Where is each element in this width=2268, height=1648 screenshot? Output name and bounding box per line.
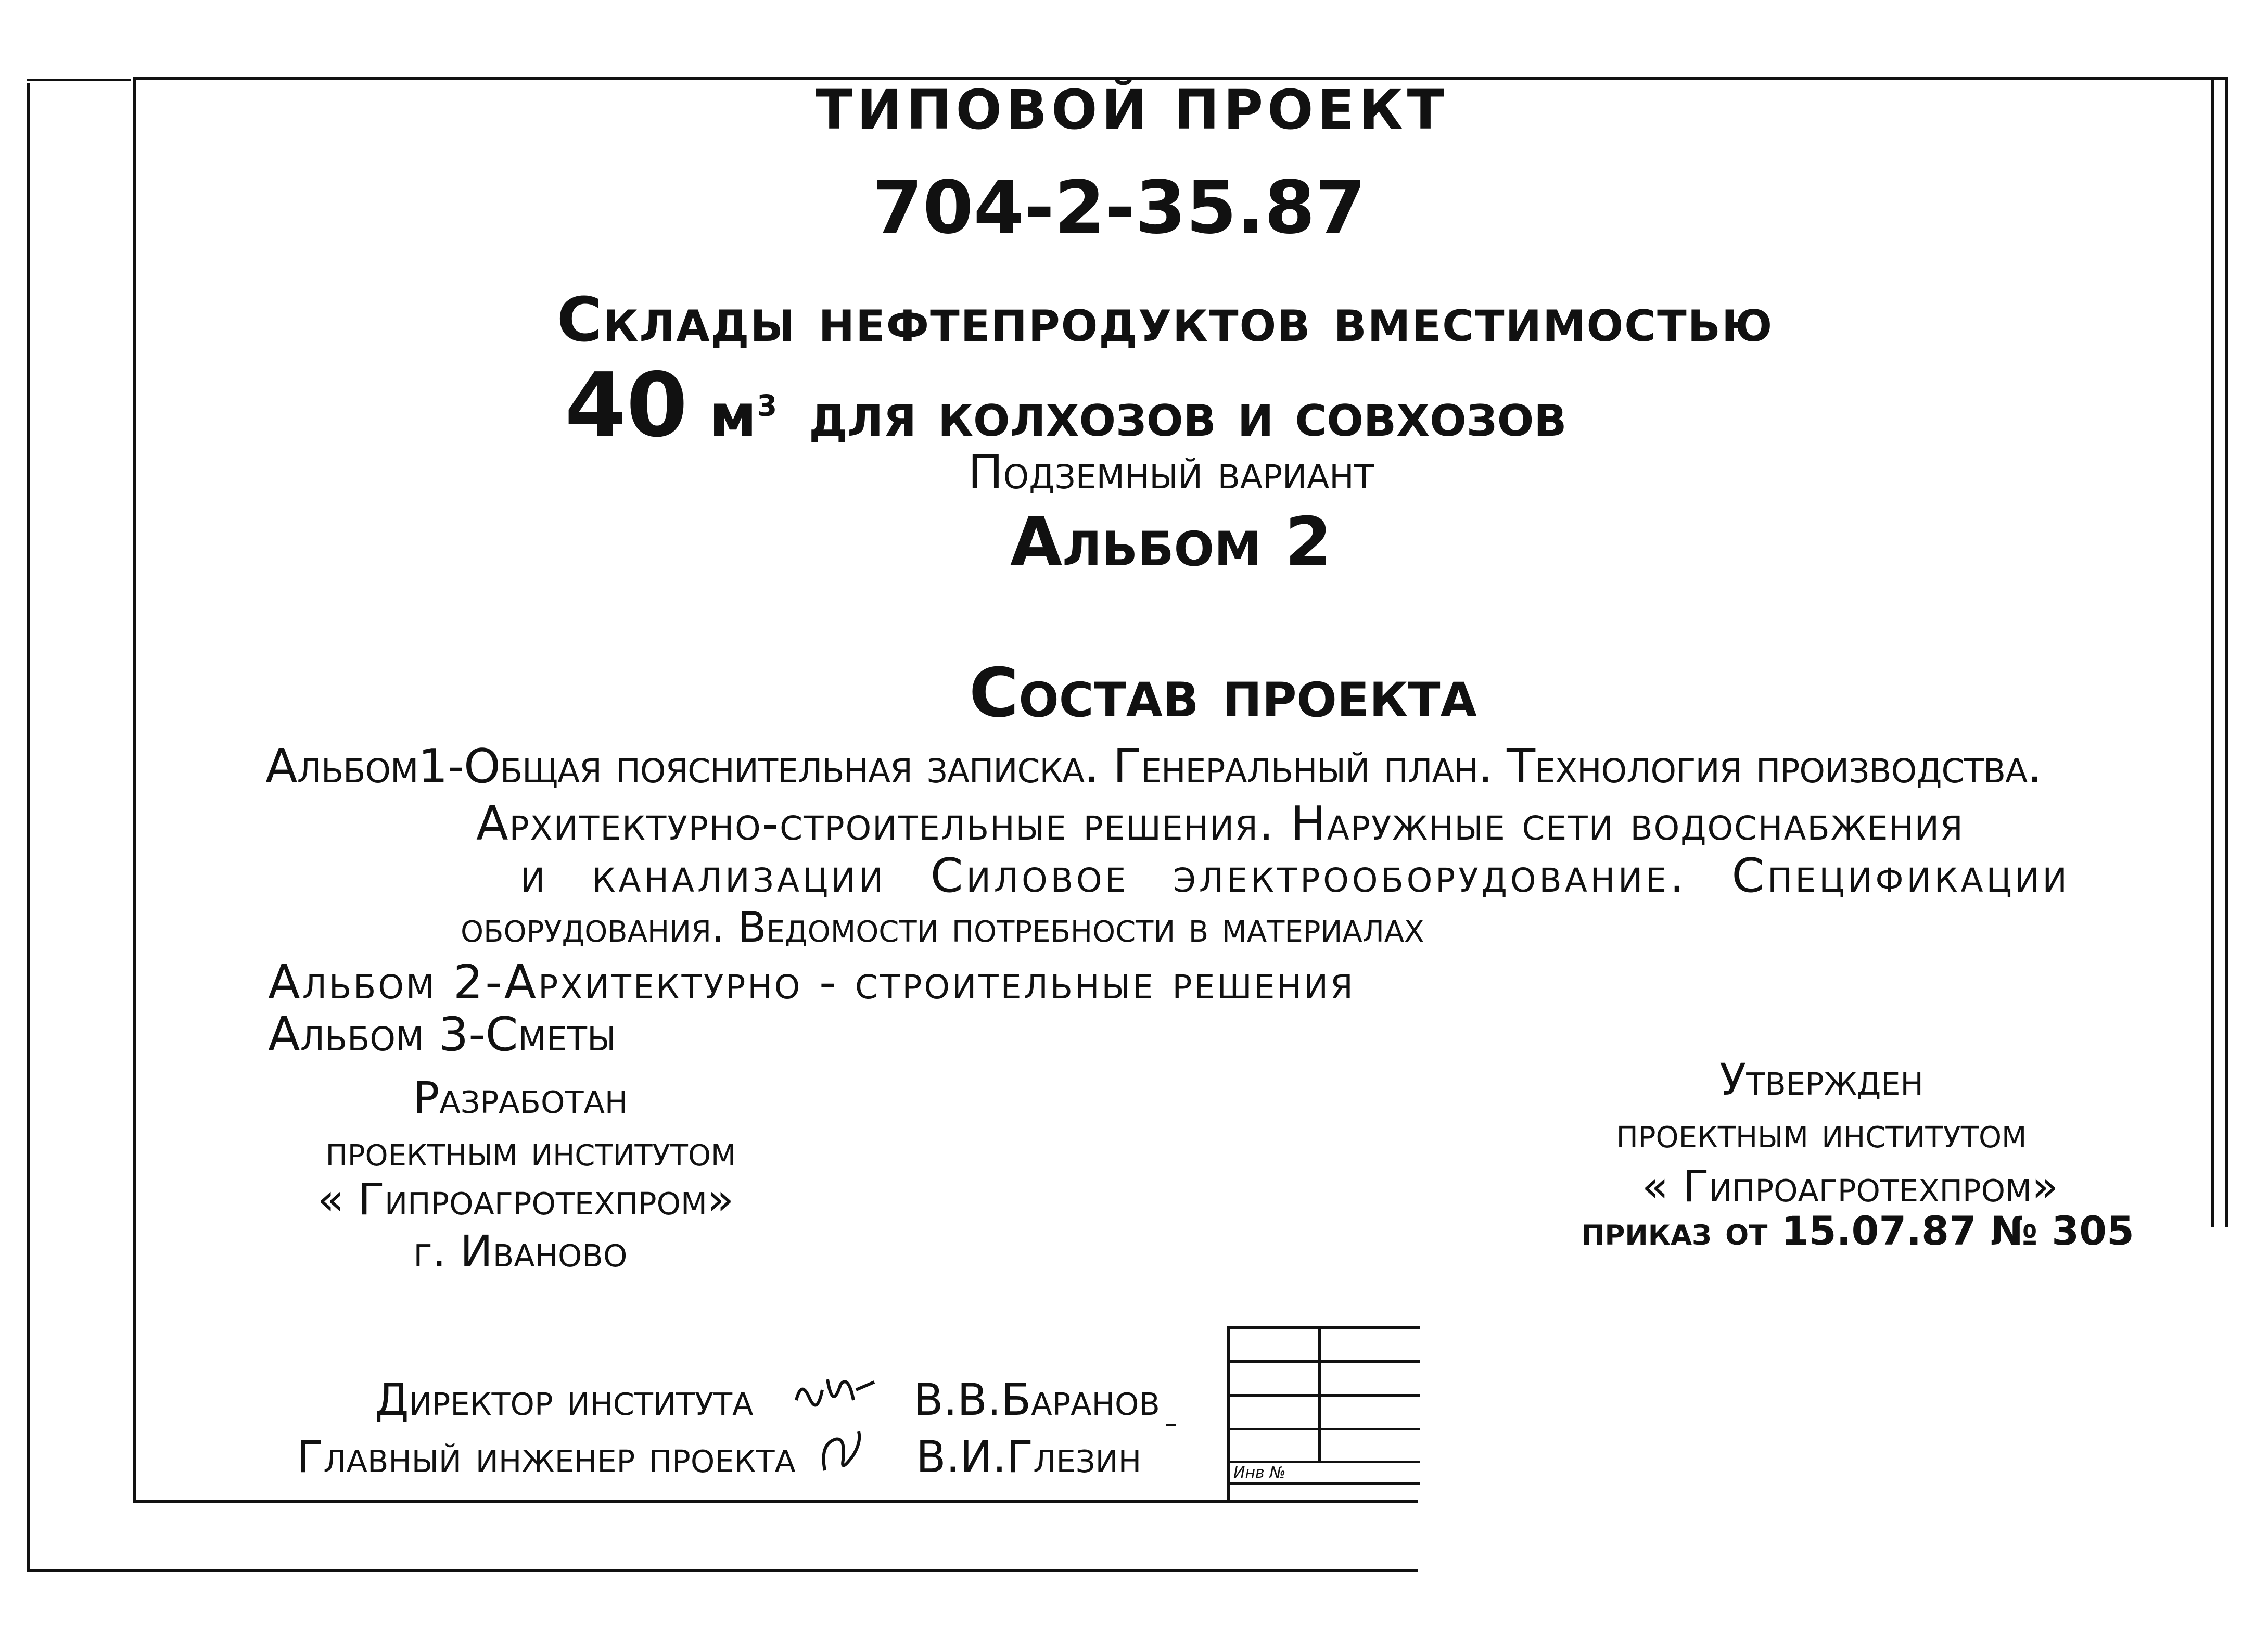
series-label: ТИПОВОЙ ПРОЕКТ [816, 78, 1448, 142]
stamp-inv-label: Инв № [1233, 1464, 1286, 1482]
approved-order-clip [1572, 1208, 2144, 1254]
composition-album1-line3: и канализации Силовое электрооборудование. Спецификации [520, 848, 2070, 903]
composition-album1-line2: Архитектурно-строительные решения. Наружные сети водоснабжения [476, 796, 1964, 851]
chief-engineer-signature-icon [814, 1424, 872, 1481]
stamp-row-2 [1227, 1394, 1420, 1397]
composition-album1-line1: Альбом1-Общая пояснительная записка. Генеральный план. Технология производства. [265, 739, 2042, 794]
approved-order: приказ от 15.07.87 № 305 [1582, 1208, 2134, 1254]
project-number: 704-2-35.87 [872, 166, 1366, 250]
composition-album3: Альбом 3-Сметы [268, 1007, 616, 1062]
approved-institute-name: « Гипроагротехпром» [1641, 1161, 2059, 1212]
title-line-2 [565, 354, 1567, 457]
director-name-underline [1166, 1424, 1176, 1426]
title-volume-unit: $м^3$ [709, 382, 778, 450]
director-signature-icon [791, 1369, 880, 1431]
stamp-row-3 [1227, 1428, 1420, 1430]
stamp-block [1227, 1326, 1420, 1493]
outer-left-line [27, 83, 30, 1572]
developed-institute-type: проектным институтом [325, 1127, 736, 1175]
stamp-row-1 [1227, 1360, 1420, 1363]
composition-album2: Альбом 2-Архитектурно - строительные решения [268, 955, 1355, 1010]
stamp-top-border [1227, 1326, 1420, 1329]
stamp-row-4 [1227, 1461, 1420, 1463]
title-line-2-rest: для колхозов и совхозов [809, 378, 1567, 450]
developed-label: Разработан [413, 1072, 628, 1123]
frame-right-line-1 [2211, 77, 2214, 1227]
director-role: Директор института [375, 1374, 754, 1425]
frame-right-line-2 [2225, 77, 2228, 1227]
outer-bottom-line [27, 1569, 1418, 1572]
approved-institute-type: проектным институтом [1616, 1109, 2027, 1157]
composition-heading: Состав проекта [969, 653, 1477, 732]
title-line-1: Склады нефтепродуктов вместимостью [557, 284, 1774, 356]
approved-label: Утвержден [1719, 1054, 1923, 1105]
stamp-row-5 [1227, 1482, 1420, 1485]
developed-city: г. Иваново [413, 1226, 628, 1277]
director-name: В.В.Баранов [913, 1374, 1160, 1425]
stamp-left-border [1227, 1326, 1230, 1503]
title-album: Альбом 2 [1010, 502, 1332, 581]
composition-album1-line4: оборудования. Ведомости потребности в материалах [461, 903, 1424, 952]
frame-left-line [133, 77, 136, 1503]
title-volume-number: 40 [565, 354, 688, 457]
frame-bottom-line [133, 1500, 1418, 1503]
developed-institute-name: « Гипроагротехпром» [317, 1174, 734, 1225]
chief-engineer-role: Главный инженер проекта [297, 1431, 796, 1482]
chief-engineer-name: В.И.Глезин [916, 1431, 1142, 1482]
title-variant: Подземный вариант [967, 445, 1374, 500]
corner-tick-line [27, 79, 131, 81]
